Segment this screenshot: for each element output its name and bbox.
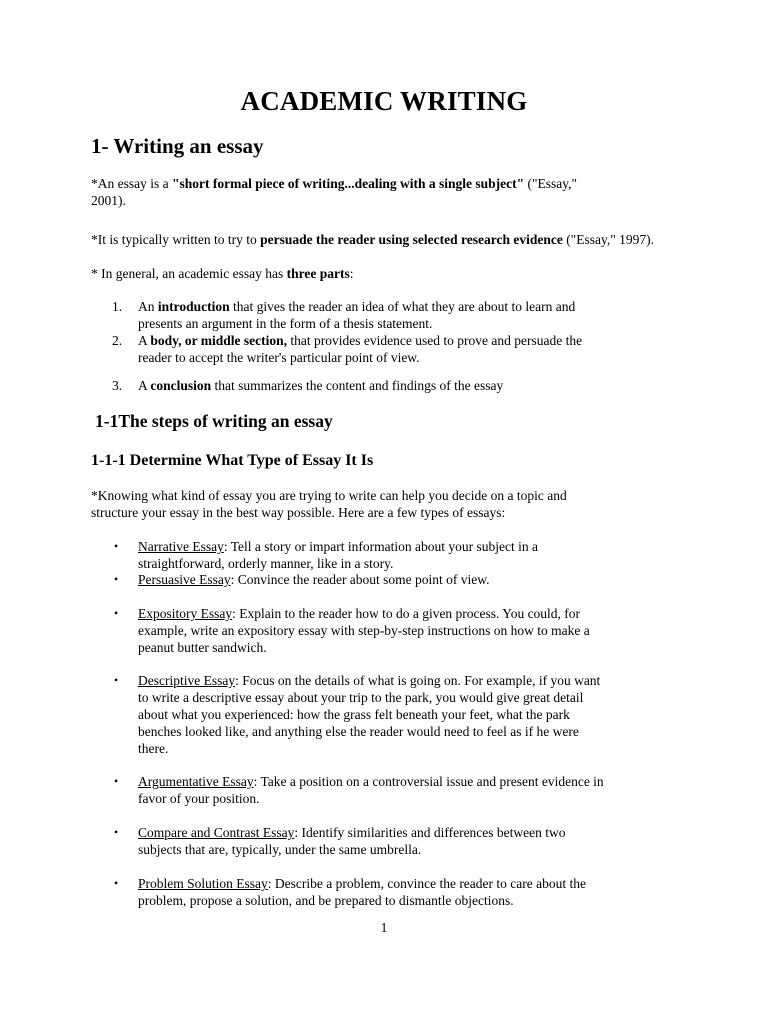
bullet-icon: • <box>114 572 119 586</box>
essay-definition-quote: "short formal piece of writing...dealing with a single subject" <box>172 176 525 191</box>
list-item-line2: presents an argument in the form of a thesis statement. <box>138 316 433 331</box>
essay-type-desc: to write a descriptive essay about your trip to the park, you would give great detail <box>138 690 584 705</box>
document-title: ACADEMIC WRITING <box>240 86 528 116</box>
list-item-rest: that provides evidence used to prove and persuade the <box>287 333 583 348</box>
list-item-number: 2. <box>112 333 123 348</box>
essay-purpose-suffix: ("Essay," 1997). <box>562 232 654 247</box>
list-item-pre: An <box>138 299 158 314</box>
bullet-icon: • <box>114 539 119 553</box>
list-item-bold: introduction <box>157 299 230 314</box>
list-item-text <box>138 571 670 588</box>
bullet-icon: • <box>114 825 119 839</box>
list-item-pre: A <box>138 333 151 348</box>
essay-type-name: Argumentative Essay <box>138 774 254 789</box>
intro-line2: structure your essay in the best way possible. Here are a few types of essays: <box>91 505 506 520</box>
list-item-bold: conclusion <box>150 378 212 393</box>
essay-type-desc: : Focus on the details of what is going on. For example, if you want <box>235 673 601 688</box>
list-item-rest: that gives the reader an idea of what they are about to learn and <box>229 299 576 314</box>
essay-definition-suffix: ("Essay," <box>524 176 577 191</box>
list-item-text <box>138 538 670 572</box>
list-item-bold: body, or middle section, <box>150 333 288 348</box>
essay-type-desc: about what you experienced: how the grass felt beneath your feet, what the park <box>138 707 570 722</box>
essay-definition-line2: 2001). <box>91 193 126 208</box>
essay-type-name: Persuasive Essay <box>138 572 231 587</box>
essay-type-name: Problem Solution Essay <box>138 876 268 891</box>
essay-type-desc: : Convince the reader about some point of view. <box>230 572 490 587</box>
essay-type-desc: : Describe a problem, convince the reader to care about the <box>267 876 586 891</box>
bullet-icon: • <box>114 673 119 687</box>
essay-type-desc: problem, propose a solution, and be prepared to dismantle objections. <box>138 893 514 908</box>
essay-type-desc: : Identify similarities and differences between two <box>294 825 566 840</box>
essay-type-desc: peanut butter sandwich. <box>138 640 267 655</box>
list-item-text <box>138 824 670 858</box>
list-item-text <box>138 773 670 807</box>
essay-parts-bold: three parts <box>286 266 350 281</box>
essay-type-desc: benches looked like, and anything else the reader would need to feel as if he were <box>138 724 579 739</box>
essay-type-name: Expository Essay <box>138 606 233 621</box>
intro-line1: *Knowing what kind of essay you are trying to write can help you decide on a topic and <box>91 488 567 503</box>
subsection-heading: 1-1The steps of writing an essay <box>95 411 333 431</box>
list-item-text <box>138 672 670 757</box>
essay-type-desc: favor of your position. <box>138 791 260 806</box>
essay-type-desc: : Explain to the reader how to do a given process. You could, for <box>232 606 581 621</box>
section-heading: 1- Writing an essay <box>91 134 264 158</box>
bullet-icon: • <box>114 876 119 890</box>
essay-types-intro <box>91 487 681 521</box>
essay-purpose-paragraph <box>91 231 751 248</box>
essay-type-name: Descriptive Essay <box>138 673 236 688</box>
essay-parts-prefix: * In general, an academic essay has <box>91 266 287 281</box>
essay-type-name: Narrative Essay <box>138 539 224 554</box>
essay-purpose-bold: persuade the reader using selected research evidence <box>260 232 563 247</box>
bullet-icon: • <box>114 606 119 620</box>
essay-parts-suffix: : <box>349 266 354 281</box>
essay-type-desc: : Tell a story or impart information about your subject in a <box>223 539 538 554</box>
essay-definition-prefix: *An essay is a <box>91 176 172 191</box>
list-item-text <box>138 605 670 656</box>
essay-definition-paragraph <box>91 175 681 209</box>
list-item-text <box>138 332 670 366</box>
list-item-text <box>138 875 670 909</box>
page-number: 1 <box>380 920 388 935</box>
list-item-text <box>138 298 670 332</box>
essay-parts-paragraph <box>91 265 681 282</box>
essay-type-name: Compare and Contrast Essay <box>138 825 295 840</box>
bullet-icon: • <box>114 774 119 788</box>
list-item-line2: reader to accept the writer's particular point of view. <box>138 350 420 365</box>
essay-type-desc: : Take a position on a controversial issue and present evidence in <box>253 774 604 789</box>
essay-type-desc: straightforward, orderly manner, like in a story. <box>138 556 394 571</box>
list-item-number: 3. <box>112 378 123 393</box>
list-item-number: 1. <box>112 299 123 314</box>
essay-type-desc: subjects that are, typically, under the same umbrella. <box>138 842 422 857</box>
list-item-pre: A <box>138 378 151 393</box>
essay-purpose-prefix: *It is typically written to try to <box>91 232 261 247</box>
list-item-text <box>138 377 670 394</box>
essay-type-desc: there. <box>138 741 169 756</box>
subsubsection-heading: 1-1-1 Determine What Type of Essay It Is <box>91 452 374 469</box>
essay-type-desc: example, write an expository essay with step-by-step instructions on how to make a <box>138 623 590 638</box>
list-item-rest: that summarizes the content and findings of the essay <box>211 378 504 393</box>
